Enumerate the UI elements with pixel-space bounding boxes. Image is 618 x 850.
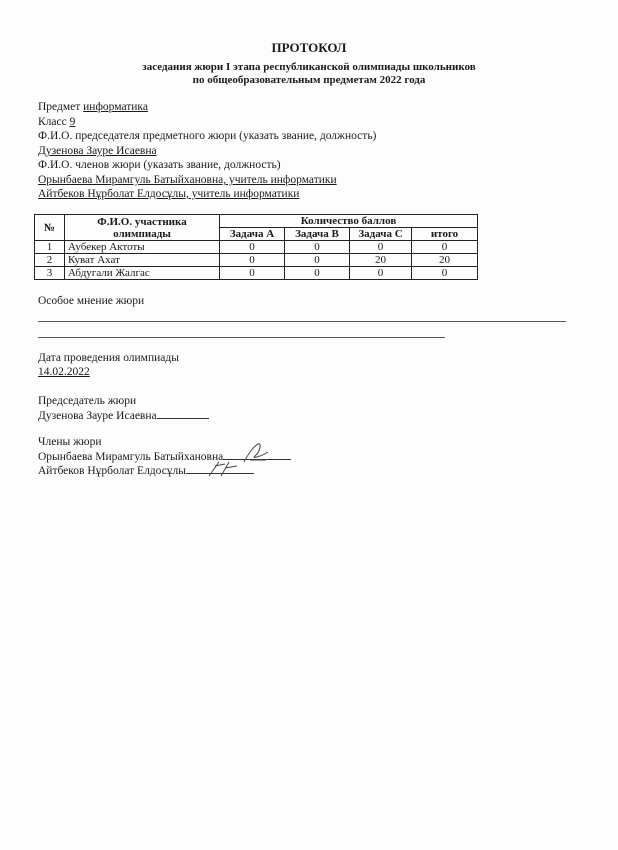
subject-value: информатика [83, 101, 148, 113]
class-value: 9 [69, 116, 76, 128]
row-participant: Куват Ахат [65, 254, 220, 267]
member2-signature-icon [205, 458, 241, 482]
subject-label: Предмет [38, 101, 81, 113]
members-label: Ф.И.О. членов жюри (указать звание, должность) [38, 159, 281, 171]
row-task-a: 0 [220, 241, 285, 254]
class-line [38, 116, 75, 128]
row-task-b: 0 [285, 254, 350, 267]
row-total: 0 [412, 267, 478, 280]
opinion-line-2 [38, 337, 445, 338]
column-header-participant: Ф.И.О. участника олимпиады [65, 215, 220, 241]
row-number: 1 [35, 241, 65, 254]
subject-line [38, 101, 148, 113]
row-task-a: 0 [220, 254, 285, 267]
column-header-task-a: Задача A [220, 228, 285, 241]
chair-signature-blank [157, 409, 209, 419]
subtitle-line-2: по общеобразовательным предметам 2022 года [192, 74, 426, 86]
row-task-c: 20 [350, 254, 412, 267]
table-row [35, 267, 478, 280]
chair-sign-line [38, 409, 209, 422]
chair-value: Дузенова Зауре Исаевна [38, 145, 157, 157]
table-header-row [35, 215, 478, 228]
member1-sign-name: Орынбаева Мирамгуль Батыйхановна [38, 451, 224, 463]
row-number: 3 [35, 267, 65, 280]
column-header-task-b: Задача B [285, 228, 350, 241]
members-sign-label: Члены жюри [38, 436, 102, 448]
member1-value: Орынбаева Мирамгуль Батыйхановна, учитель информатики [38, 174, 337, 186]
document-subtitle [0, 61, 618, 87]
date-value: 14.02.2022 [38, 366, 90, 378]
row-total: 0 [412, 241, 478, 254]
table-row [35, 254, 478, 267]
column-header-number: № [35, 215, 65, 241]
opinion-line-1 [38, 321, 566, 322]
row-task-c: 0 [350, 241, 412, 254]
member2-sign-name: Айтбеков Нұрболат Елдосұлы [38, 465, 187, 477]
column-header-scores: Количество баллов [220, 215, 478, 228]
row-total: 20 [412, 254, 478, 267]
row-task-b: 0 [285, 267, 350, 280]
chair-label: Ф.И.О. председателя предметного жюри (указать звание, должность) [38, 130, 377, 142]
row-task-b: 0 [285, 241, 350, 254]
table-row [35, 241, 478, 254]
opinion-label: Особое мнение жюри [38, 295, 145, 307]
column-header-total: итого [412, 228, 478, 241]
row-participant: Абдугали Жалгас [65, 267, 220, 280]
row-task-c: 0 [350, 267, 412, 280]
row-task-a: 0 [220, 267, 285, 280]
chair-sign-name: Дузенова Зауре Исаевна [38, 410, 157, 422]
chair-sign-label: Председатель жюри [38, 395, 137, 407]
member1-signature-icon [238, 440, 278, 468]
row-number: 2 [35, 254, 65, 267]
column-header-task-c: Задача C [350, 228, 412, 241]
subtitle-line-1: заседания жюри I этапа республиканской олимпиады школьников [142, 61, 476, 73]
document-title: ПРОТОКОЛ [271, 40, 347, 55]
scores-table [34, 214, 478, 280]
class-label: Класс [38, 116, 67, 128]
date-label: Дата проведения олимпиады [38, 352, 179, 364]
member2-value: Айтбеков Нұрболат Елдосұлы, учитель информатики [38, 188, 300, 200]
row-participant: Аубекер Актоты [65, 241, 220, 254]
